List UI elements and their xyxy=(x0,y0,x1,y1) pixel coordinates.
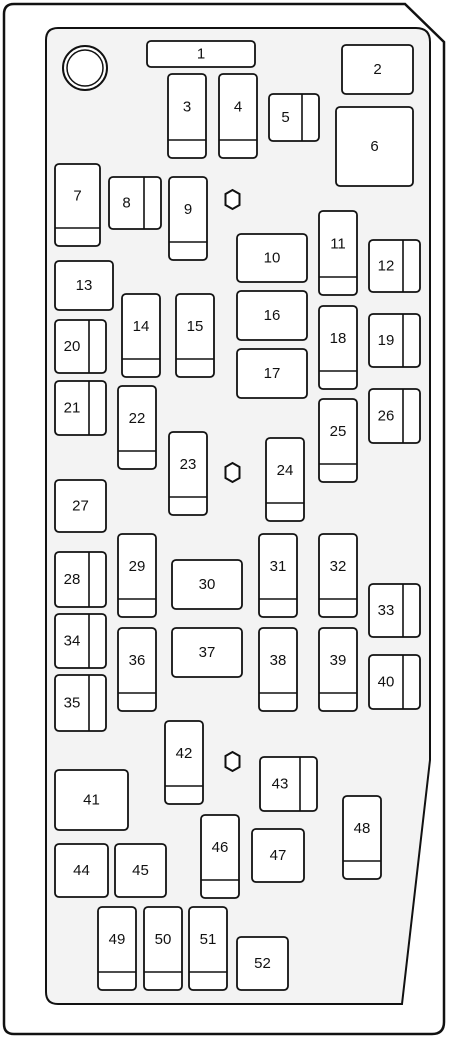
fuse-16 xyxy=(237,291,307,340)
fuse-2 xyxy=(342,45,413,94)
fuse-4-label: 4 xyxy=(233,98,243,116)
bolt-icon xyxy=(226,752,240,771)
fuse-34-body xyxy=(55,614,106,668)
fuse-31-body xyxy=(259,534,297,617)
fuse-11-body xyxy=(319,211,357,295)
fuse-32 xyxy=(319,534,357,617)
fuse-40-label: 40 xyxy=(377,673,395,691)
fuse-29 xyxy=(118,534,156,617)
fuse-45 xyxy=(115,844,166,897)
fuse-5-label: 5 xyxy=(281,109,290,126)
fuse-15-label: 15 xyxy=(186,318,204,335)
fuse-42-body xyxy=(165,721,203,804)
fuse-19-label: 19 xyxy=(377,332,395,349)
fuse-49 xyxy=(98,907,136,990)
fuse-32-label: 32 xyxy=(329,558,347,575)
fuse-35-body xyxy=(55,675,106,731)
fuse-22-body xyxy=(118,386,156,469)
fuse-52 xyxy=(237,937,288,990)
fuse-17 xyxy=(237,349,307,398)
fuse-46 xyxy=(201,815,239,898)
fuse-48-body xyxy=(343,796,381,879)
fuse-40 xyxy=(369,655,420,709)
fuse-7-label: 7 xyxy=(73,187,82,205)
fuse-21 xyxy=(55,381,106,435)
fuse-22 xyxy=(118,386,156,469)
fuse-14-body xyxy=(122,294,160,377)
fuse-21-label: 21 xyxy=(63,399,81,417)
fuse-41-label: 41 xyxy=(83,791,100,809)
fuse-23-label: 23 xyxy=(179,456,197,473)
fuse-32-body xyxy=(319,534,357,617)
fuse-37 xyxy=(172,628,242,677)
fuse-24-label: 24 xyxy=(276,462,294,479)
fuse-51 xyxy=(189,907,227,990)
fuse-8-label: 8 xyxy=(122,194,131,212)
fuse-18 xyxy=(319,306,357,389)
fuse-47-label: 47 xyxy=(269,847,287,864)
fuse-49-label: 49 xyxy=(108,931,126,948)
fuse-41 xyxy=(55,770,128,830)
fuse-45-label: 45 xyxy=(132,862,149,879)
fuse-36 xyxy=(118,628,156,711)
fuse-42 xyxy=(165,721,203,804)
fuse-36-body xyxy=(118,628,156,711)
fuse-6-label: 6 xyxy=(370,138,379,155)
fuse-25 xyxy=(319,399,357,482)
fuse-48-label: 48 xyxy=(353,820,371,837)
fuse-31-label: 31 xyxy=(269,558,287,575)
fuse-39-label: 39 xyxy=(329,652,347,669)
fuse-4 xyxy=(219,74,257,158)
fuse-9-body xyxy=(169,177,207,260)
fuse-34-label: 34 xyxy=(63,632,81,650)
fuse-22-label: 22 xyxy=(128,410,146,427)
fuse-14-label: 14 xyxy=(132,318,150,335)
fuse-20 xyxy=(55,320,106,373)
fuse-39-body xyxy=(319,628,357,711)
fuse-11 xyxy=(319,211,357,295)
fuse-33 xyxy=(369,584,420,637)
fuse-4-body xyxy=(219,74,257,158)
fuse-26-label: 26 xyxy=(377,407,395,425)
fuse-8 xyxy=(109,177,161,229)
fuse-18-label: 18 xyxy=(329,330,347,347)
fuse-28-label: 28 xyxy=(63,571,81,588)
fuse-5-body xyxy=(269,94,319,141)
fuse-5 xyxy=(269,94,319,141)
fuse-44-label: 44 xyxy=(73,862,90,879)
fuse-12-label: 12 xyxy=(377,257,395,275)
fuse-29-body xyxy=(118,534,156,617)
fuse-52-label: 52 xyxy=(254,955,271,972)
mounting-hole-inner-icon xyxy=(67,50,103,86)
fuse-20-label: 20 xyxy=(63,338,81,355)
fuse-46-label: 46 xyxy=(211,839,229,856)
fuse-7-body xyxy=(55,164,100,246)
fuse-46-body xyxy=(201,815,239,898)
fuse-12 xyxy=(369,240,420,292)
fuse-50-label: 50 xyxy=(154,931,172,948)
fuse-47 xyxy=(252,829,304,882)
fuse-3 xyxy=(168,74,206,158)
fuse-17-label: 17 xyxy=(263,365,281,382)
fuse-3-label: 3 xyxy=(182,98,192,116)
fuse-30 xyxy=(172,560,242,609)
fuse-51-body xyxy=(189,907,227,990)
fuse-15 xyxy=(176,294,214,377)
fuse-26 xyxy=(369,389,420,443)
fuse-38 xyxy=(259,628,297,711)
fuse-25-body xyxy=(319,399,357,482)
fuse-33-body xyxy=(369,584,420,637)
fuse-1 xyxy=(147,41,255,67)
fuse-1-label: 1 xyxy=(196,45,206,63)
fuse-14 xyxy=(122,294,160,377)
fuse-24 xyxy=(266,438,304,521)
fuse-43-body xyxy=(260,757,317,811)
fuse-26-body xyxy=(369,389,420,443)
fuse-20-body xyxy=(55,320,106,373)
fuse-39 xyxy=(319,628,357,711)
fuse-36-label: 36 xyxy=(128,652,146,669)
fuse-24-body xyxy=(266,438,304,521)
fuse-13 xyxy=(55,261,113,310)
fuse-3-body xyxy=(168,74,206,158)
fuse-48 xyxy=(343,796,381,879)
fuse-43-label: 43 xyxy=(271,775,289,793)
fuse-16-label: 16 xyxy=(263,307,281,324)
fuse-19-body xyxy=(369,314,420,367)
fuse-43 xyxy=(260,757,317,811)
fuse-38-body xyxy=(259,628,297,711)
fuse-28-body xyxy=(55,552,106,607)
fuse-27-label: 27 xyxy=(72,497,89,515)
fuse-6 xyxy=(336,107,413,186)
fuse-28 xyxy=(55,552,106,607)
fuse-42-label: 42 xyxy=(175,745,193,762)
fuse-44 xyxy=(55,844,108,897)
fuse-31 xyxy=(259,534,297,617)
fuse-11-label: 11 xyxy=(330,235,346,253)
fuse-23-body xyxy=(169,432,207,515)
fuse-9 xyxy=(169,177,207,260)
fuse-30-label: 30 xyxy=(198,576,216,593)
fuse-49-body xyxy=(98,907,136,990)
fuse-33-label: 33 xyxy=(377,602,395,619)
fuse-37-label: 37 xyxy=(198,644,216,661)
bolt-icon xyxy=(226,190,240,209)
fuse-19 xyxy=(369,314,420,367)
fuse-9-label: 9 xyxy=(183,201,193,218)
fuse-12-body xyxy=(369,240,420,292)
fuse-35-label: 35 xyxy=(63,694,81,712)
fuse-38-label: 38 xyxy=(269,652,287,669)
fuse-40-body xyxy=(369,655,420,709)
fuse-29-label: 29 xyxy=(128,558,146,575)
fuse-7 xyxy=(55,164,100,246)
fuse-51-label: 51 xyxy=(199,931,217,948)
fuse-35 xyxy=(55,675,106,731)
fuse-50 xyxy=(144,907,182,990)
fuse-10 xyxy=(237,234,307,282)
fuse-15-body xyxy=(176,294,214,377)
fuse-18-body xyxy=(319,306,357,389)
bolt-icon xyxy=(226,463,240,482)
fuse-27 xyxy=(55,480,106,532)
fuse-34 xyxy=(55,614,106,668)
fuse-23 xyxy=(169,432,207,515)
fuse-13-label: 13 xyxy=(75,277,93,294)
fuse-50-body xyxy=(144,907,182,990)
fuse-2-label: 2 xyxy=(373,61,382,78)
fuse-8-body xyxy=(109,177,161,229)
fuse-10-label: 10 xyxy=(263,249,281,267)
fuse-21-body xyxy=(55,381,106,435)
fuse-25-label: 25 xyxy=(329,423,347,440)
